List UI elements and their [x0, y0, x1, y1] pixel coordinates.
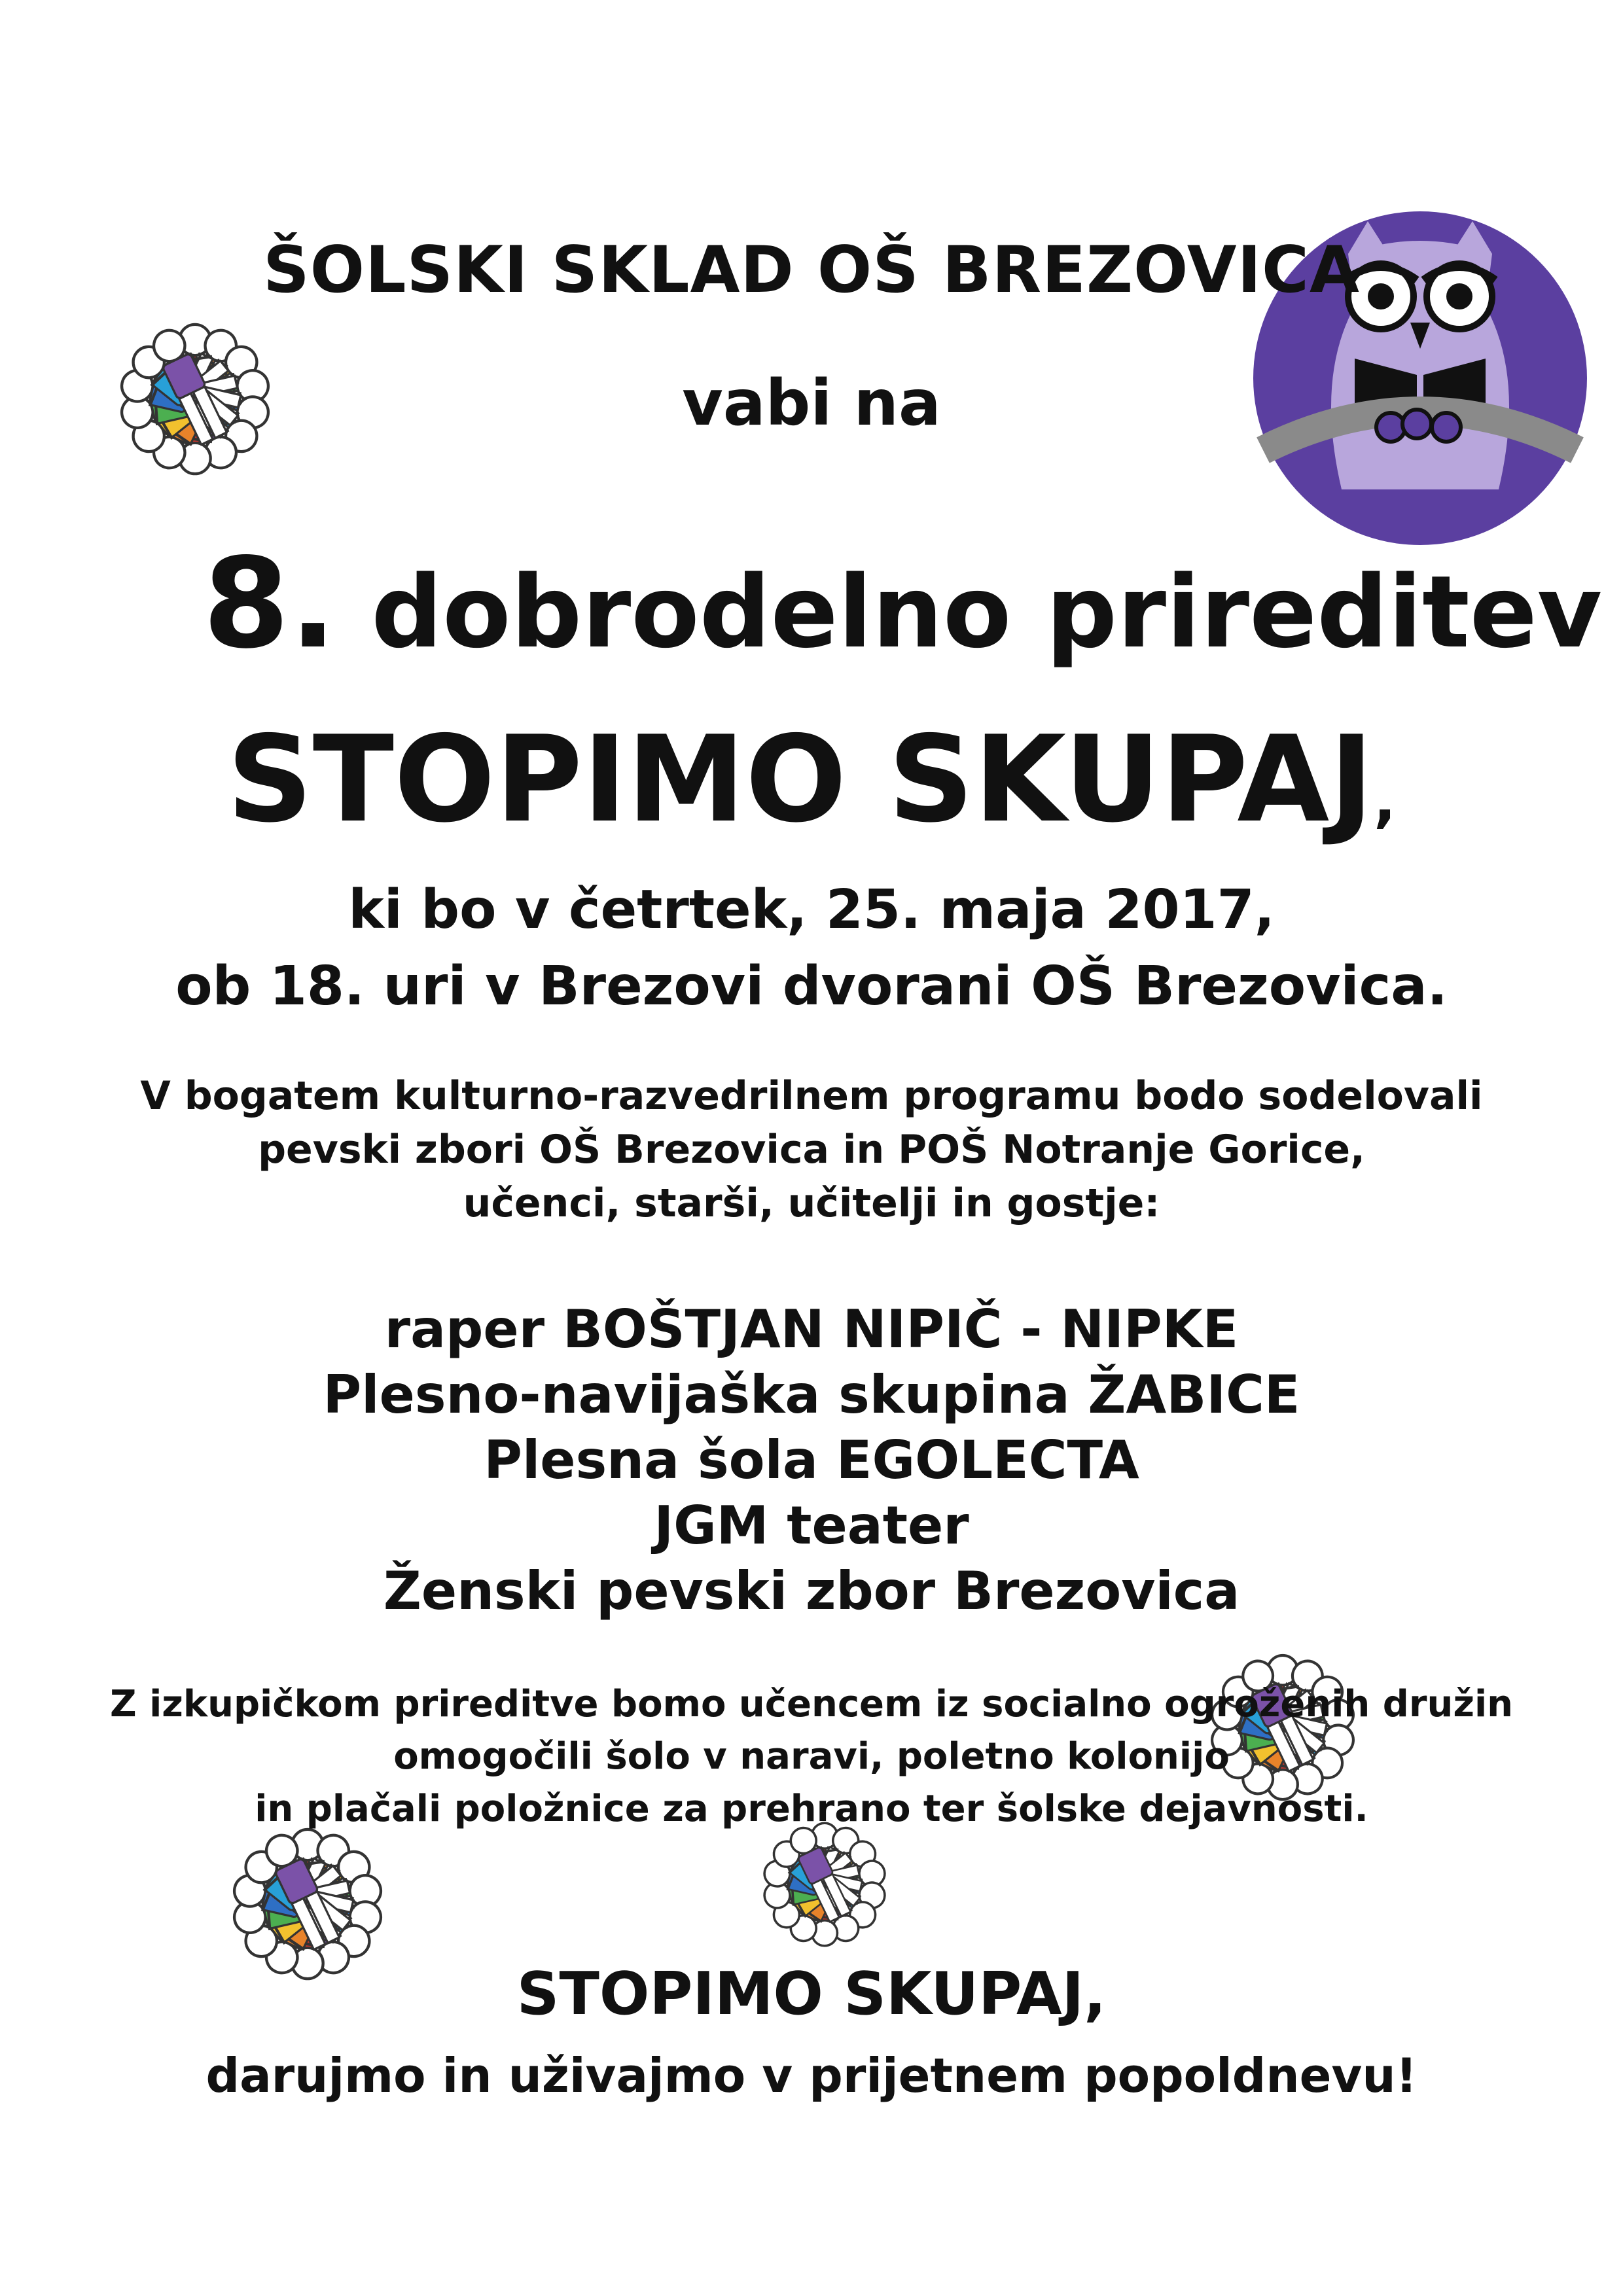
event-place: ob 18. uri v Brezovi dvorani OŠ Brezovica. [175, 955, 1448, 1017]
proceeds-line: omogočili šolo v naravi, poletno kolonijo [393, 1735, 1230, 1778]
performer-item: Ženski pevski zbor Brezovica [383, 1561, 1240, 1621]
closing-slogan: STOPIMO SKUPAJ, [516, 1960, 1107, 2028]
slogan-heading [0, 710, 1623, 849]
event-heading [203, 531, 1602, 676]
closing-tagline: darujmo in uživajmo v prijetnem popoldnevu! [205, 2048, 1418, 2103]
performer-item: Plesno-navijaška skupina ŽABICE [323, 1364, 1300, 1425]
school-fund-heading: ŠOLSKI SKLAD OŠ BREZOVICA [263, 233, 1360, 308]
proceeds-line: in plačali položnice za prehrano ter šolske dejavnosti. [255, 1788, 1368, 1830]
program-line: pevski zbori OŠ Brezovica in POŠ Notranje Gorice, [258, 1127, 1365, 1173]
invite-text: vabi na [682, 366, 941, 440]
event-number: 8. [203, 531, 337, 676]
event-date: ki bo v četrtek, 25. maja 2017, [348, 879, 1275, 941]
slogan-text: STOPIMO SKUPAJ [226, 710, 1374, 849]
performer-item: JGM teater [654, 1495, 969, 1556]
program-line: učenci, starši, učitelji in gostje: [463, 1180, 1160, 1226]
event-title: dobrodelno prireditev [371, 554, 1602, 670]
performer-item: Plesna šola EGOLECTA [484, 1430, 1139, 1491]
slogan-comma: , [1374, 766, 1397, 835]
proceeds-line: Z izkupičkom prireditve bomo učencem iz socialno ogroženih družin [109, 1683, 1514, 1725]
performer-item: raper BOŠTJAN NIPIČ - NIPKE [384, 1299, 1239, 1360]
program-line: V bogatem kulturno-razvedrilnem programu bodo sodelovali [140, 1073, 1483, 1119]
